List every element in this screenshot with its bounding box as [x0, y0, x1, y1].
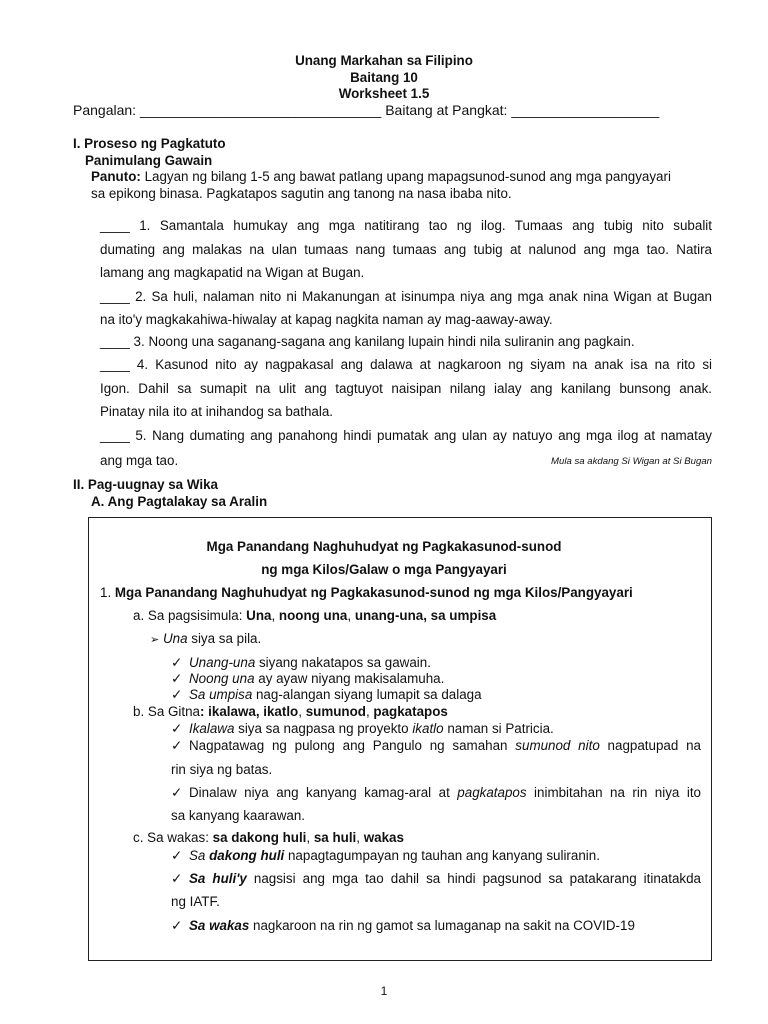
- box-item-1-text: Mga Panandang Naghuhudyat ng Pagkakasunod-sunod ng mga Kilos/Pangyayari: [114, 585, 633, 600]
- item-4-line-2: Igon. Dahil sa sumapit na ulit ang tagtuyot naisipan nilang ialay ang kanilang bunsong anak.: [100, 381, 712, 396]
- checkmark-icon: ✓: [171, 871, 183, 886]
- example-a3-text: nag-alangan siyang lumapit sa dalaga: [252, 687, 482, 702]
- item-5-blank[interactable]: ____: [100, 428, 130, 443]
- box-title-2: ng mga Kilos/Galaw o mga Pangyayari: [261, 562, 507, 577]
- checkmark-icon: ✓: [171, 848, 183, 863]
- name-label: Pangalan:: [73, 102, 137, 118]
- example-a2-italic: Noong una: [189, 671, 255, 686]
- item-4-text: Kasunod nito ay nagpakasal ang dalawa at nagkaroon ng siyam na anak isa na rito si: [155, 357, 713, 372]
- subsection-c: c. Sa wakas: sa dakong huli, sa huli, wakas: [133, 830, 404, 845]
- checkmark-icon: ✓: [171, 785, 183, 800]
- checkmark-icon: ✓: [171, 655, 183, 670]
- example-c1-text: napagtagumpayan ng tauhan ang kanyang suliranin.: [284, 848, 600, 863]
- example-b2-italic: sumunod nito: [515, 738, 600, 753]
- example-b2-line-2: rin siya ng batas.: [171, 762, 273, 777]
- subsection-a: a. Sa pagsisimula: Una, noong una, unang-una, sa umpisa: [133, 608, 497, 623]
- title-line-3: Worksheet 1.5: [338, 86, 430, 101]
- example-b3-text-2: inimbitahan na rin niya ito: [526, 785, 701, 800]
- example-arrow: [150, 631, 261, 646]
- example-a1-text: siyang nakatapos sa gawain.: [255, 655, 431, 670]
- example-arrow-italic: Una: [162, 631, 188, 646]
- checkmark-icon: ✓: [171, 738, 183, 753]
- item-3-line-1: [100, 334, 635, 349]
- subsection-c-label: c. Sa wakas:: [133, 830, 209, 845]
- item-4-line-1: [100, 357, 712, 372]
- section1-title: I. Proseso ng Pagkatuto: [73, 136, 226, 151]
- item-2-line-2: na ito'y magkakahiwa-hiwalay at kapag nagkita naman ay mag-aaway-away.: [100, 312, 553, 327]
- example-arrow-text: siya sa pila.: [187, 631, 262, 646]
- example-a2: [171, 671, 444, 687]
- item-5-text: Nang dumating ang panahong hindi pumatak ang ulan ay natuyo ang mga ilog at namatay: [152, 428, 712, 443]
- marker-una: Una: [246, 608, 272, 623]
- item-3-text: Noong una saganang-sagana ang kanilang lupain hindi nila suliranin ang pagkain.: [148, 334, 635, 349]
- title-line-1: Unang Markahan sa Filipino: [295, 53, 473, 68]
- item-2-blank[interactable]: ____: [100, 289, 130, 304]
- example-b3-line-2: sa kanyang kaarawan.: [171, 808, 305, 823]
- item-2-line-1: [100, 289, 712, 304]
- name-blank[interactable]: _______________________________: [139, 102, 382, 118]
- example-b1-italic-2: ikatlo: [412, 721, 444, 736]
- item-4-number: 4.: [136, 357, 149, 372]
- marker-wakas: wakas: [363, 830, 404, 845]
- example-b1-text: siya sa nagpasa ng proyekto: [234, 721, 413, 736]
- example-c3-bold-italic: Sa wakas: [189, 918, 250, 933]
- grade-label: Baitang at Pangkat:: [385, 102, 508, 118]
- example-a1-italic: Unang-una: [189, 655, 256, 670]
- item-1-number: 1.: [139, 218, 151, 233]
- instruction-text-1: Lagyan ng bilang 1-5 ang bawat patlang upang mapagsunod-sunod ang mga pangyayari: [144, 169, 671, 184]
- item-2-text: Sa huli, nalaman nito ni Makanungan at isinumpa niya ang mga anak nina Wigan at Bugan: [151, 289, 712, 304]
- example-c3-text: nagkaroon na rin ng gamot sa lumaganap na sakit na COVID-19: [249, 918, 635, 933]
- example-c3: [171, 918, 635, 934]
- example-b2-line-1: [171, 738, 701, 754]
- item-1-line-2: dumating ang malakas na ulan tumaas nang tumaas ang tubig at nalunod ang mga tao. Natira: [100, 242, 712, 257]
- example-a2-text: ay ayaw niyang makisalamuha.: [254, 671, 445, 686]
- example-c2-text: nagsisi ang mga tao dahil sa hindi pagsunod sa patakarang itinatakda: [246, 871, 702, 886]
- name-line: [73, 102, 659, 118]
- item-5-line-1: [100, 428, 712, 443]
- item-3-number: 3.: [133, 334, 145, 349]
- page-number: 1: [380, 984, 388, 998]
- item-4-line-3: Pinatay nila ito at inihandog sa bathala.: [100, 404, 334, 419]
- example-a1: [171, 655, 431, 671]
- item-1-text: Samantala humukay ang mga natitirang tao ng ilog. Tumaas ang tubig nito subalit: [159, 218, 712, 233]
- marker-noong-una: noong una: [278, 608, 348, 623]
- section2-title: II. Pag-uugnay sa Wika: [73, 477, 218, 492]
- checkmark-icon: ✓: [171, 671, 183, 686]
- section1-subtitle: Panimulang Gawain: [85, 153, 213, 168]
- example-b3-italic: pagkatapos: [457, 785, 527, 800]
- item-5-line-2: ang mga tao.: [100, 453, 179, 468]
- example-c1-bold-italic: dakong huli: [209, 848, 285, 863]
- example-c1-italic: Sa: [189, 848, 206, 863]
- item-1-line-3: lamang ang magkapatid na Wigan at Bugan.: [100, 265, 365, 280]
- checkmark-icon: ✓: [171, 687, 183, 702]
- item-5-number: 5.: [135, 428, 147, 443]
- example-c1: [171, 848, 600, 864]
- example-c2-line-1: [171, 871, 701, 887]
- subsection-b: b. Sa Gitna: ikalawa, ikatlo, sumunod, pagkatapos: [133, 704, 448, 719]
- marker-sa-dakong-huli: sa dakong huli: [212, 830, 307, 845]
- example-b2-text-2: nagpatupad na: [599, 738, 701, 753]
- example-c2-line-2: ng IATF.: [171, 894, 220, 909]
- marker-ikalawa-ikatlo: : ikalawa, ikatlo: [200, 704, 299, 719]
- title-line-2: Baitang 10: [350, 70, 418, 85]
- checkmark-icon: ✓: [171, 721, 183, 736]
- source-citation: Mula sa akdang Si Wigan at Si Bugan: [551, 456, 712, 467]
- item-2-number: 2.: [135, 289, 147, 304]
- example-b2-text: Nagpatawag ng pulong ang Pangulo ng samahan: [189, 738, 516, 753]
- example-c2-bold-italic: Sa huli'y: [189, 871, 247, 886]
- box-item-1-number: 1.: [100, 585, 112, 600]
- instruction-line-2: sa epikong binasa. Pagkatapos sagutin ang tanong na nasa ibaba nito.: [91, 186, 512, 201]
- example-a3-italic: Sa umpisa: [189, 687, 253, 702]
- marker-unang-una: unang-una, sa umpisa: [354, 608, 497, 623]
- box-item-1: [100, 585, 633, 600]
- item-3-blank[interactable]: ____: [100, 334, 130, 349]
- marker-sa-huli: sa huli: [313, 830, 357, 845]
- checkmark-icon: ✓: [171, 918, 183, 933]
- example-a3: [171, 687, 482, 703]
- example-b1-italic: Ikalawa: [189, 721, 235, 736]
- item-4-blank[interactable]: ____: [100, 357, 130, 372]
- subsection-a-label: a. Sa pagsisimula:: [133, 608, 243, 623]
- marker-sumunod: sumunod: [305, 704, 366, 719]
- marker-pagkatapos: pagkatapos: [373, 704, 448, 719]
- example-b3-line-1: [171, 785, 701, 801]
- instruction-line-1: [91, 169, 671, 184]
- example-b1: [171, 721, 554, 737]
- box-title-1: Mga Panandang Naghuhudyat ng Pagkakasunod-sunod: [206, 539, 562, 554]
- section2-subtitle: A. Ang Pagtalakay sa Aralin: [91, 494, 268, 509]
- example-b1-text-2: naman si Patricia.: [443, 721, 554, 736]
- grade-blank[interactable]: ___________________: [511, 102, 660, 118]
- instruction-label: Panuto:: [91, 169, 141, 184]
- item-1-blank[interactable]: ____: [100, 218, 130, 233]
- arrow-bullet-icon: ➢: [150, 633, 160, 646]
- example-b3-text: Dinalaw niya ang kanyang kamag-aral at: [189, 785, 458, 800]
- subsection-b-label: b. Sa Gitna: [133, 704, 200, 719]
- item-1-line-1: [100, 218, 712, 233]
